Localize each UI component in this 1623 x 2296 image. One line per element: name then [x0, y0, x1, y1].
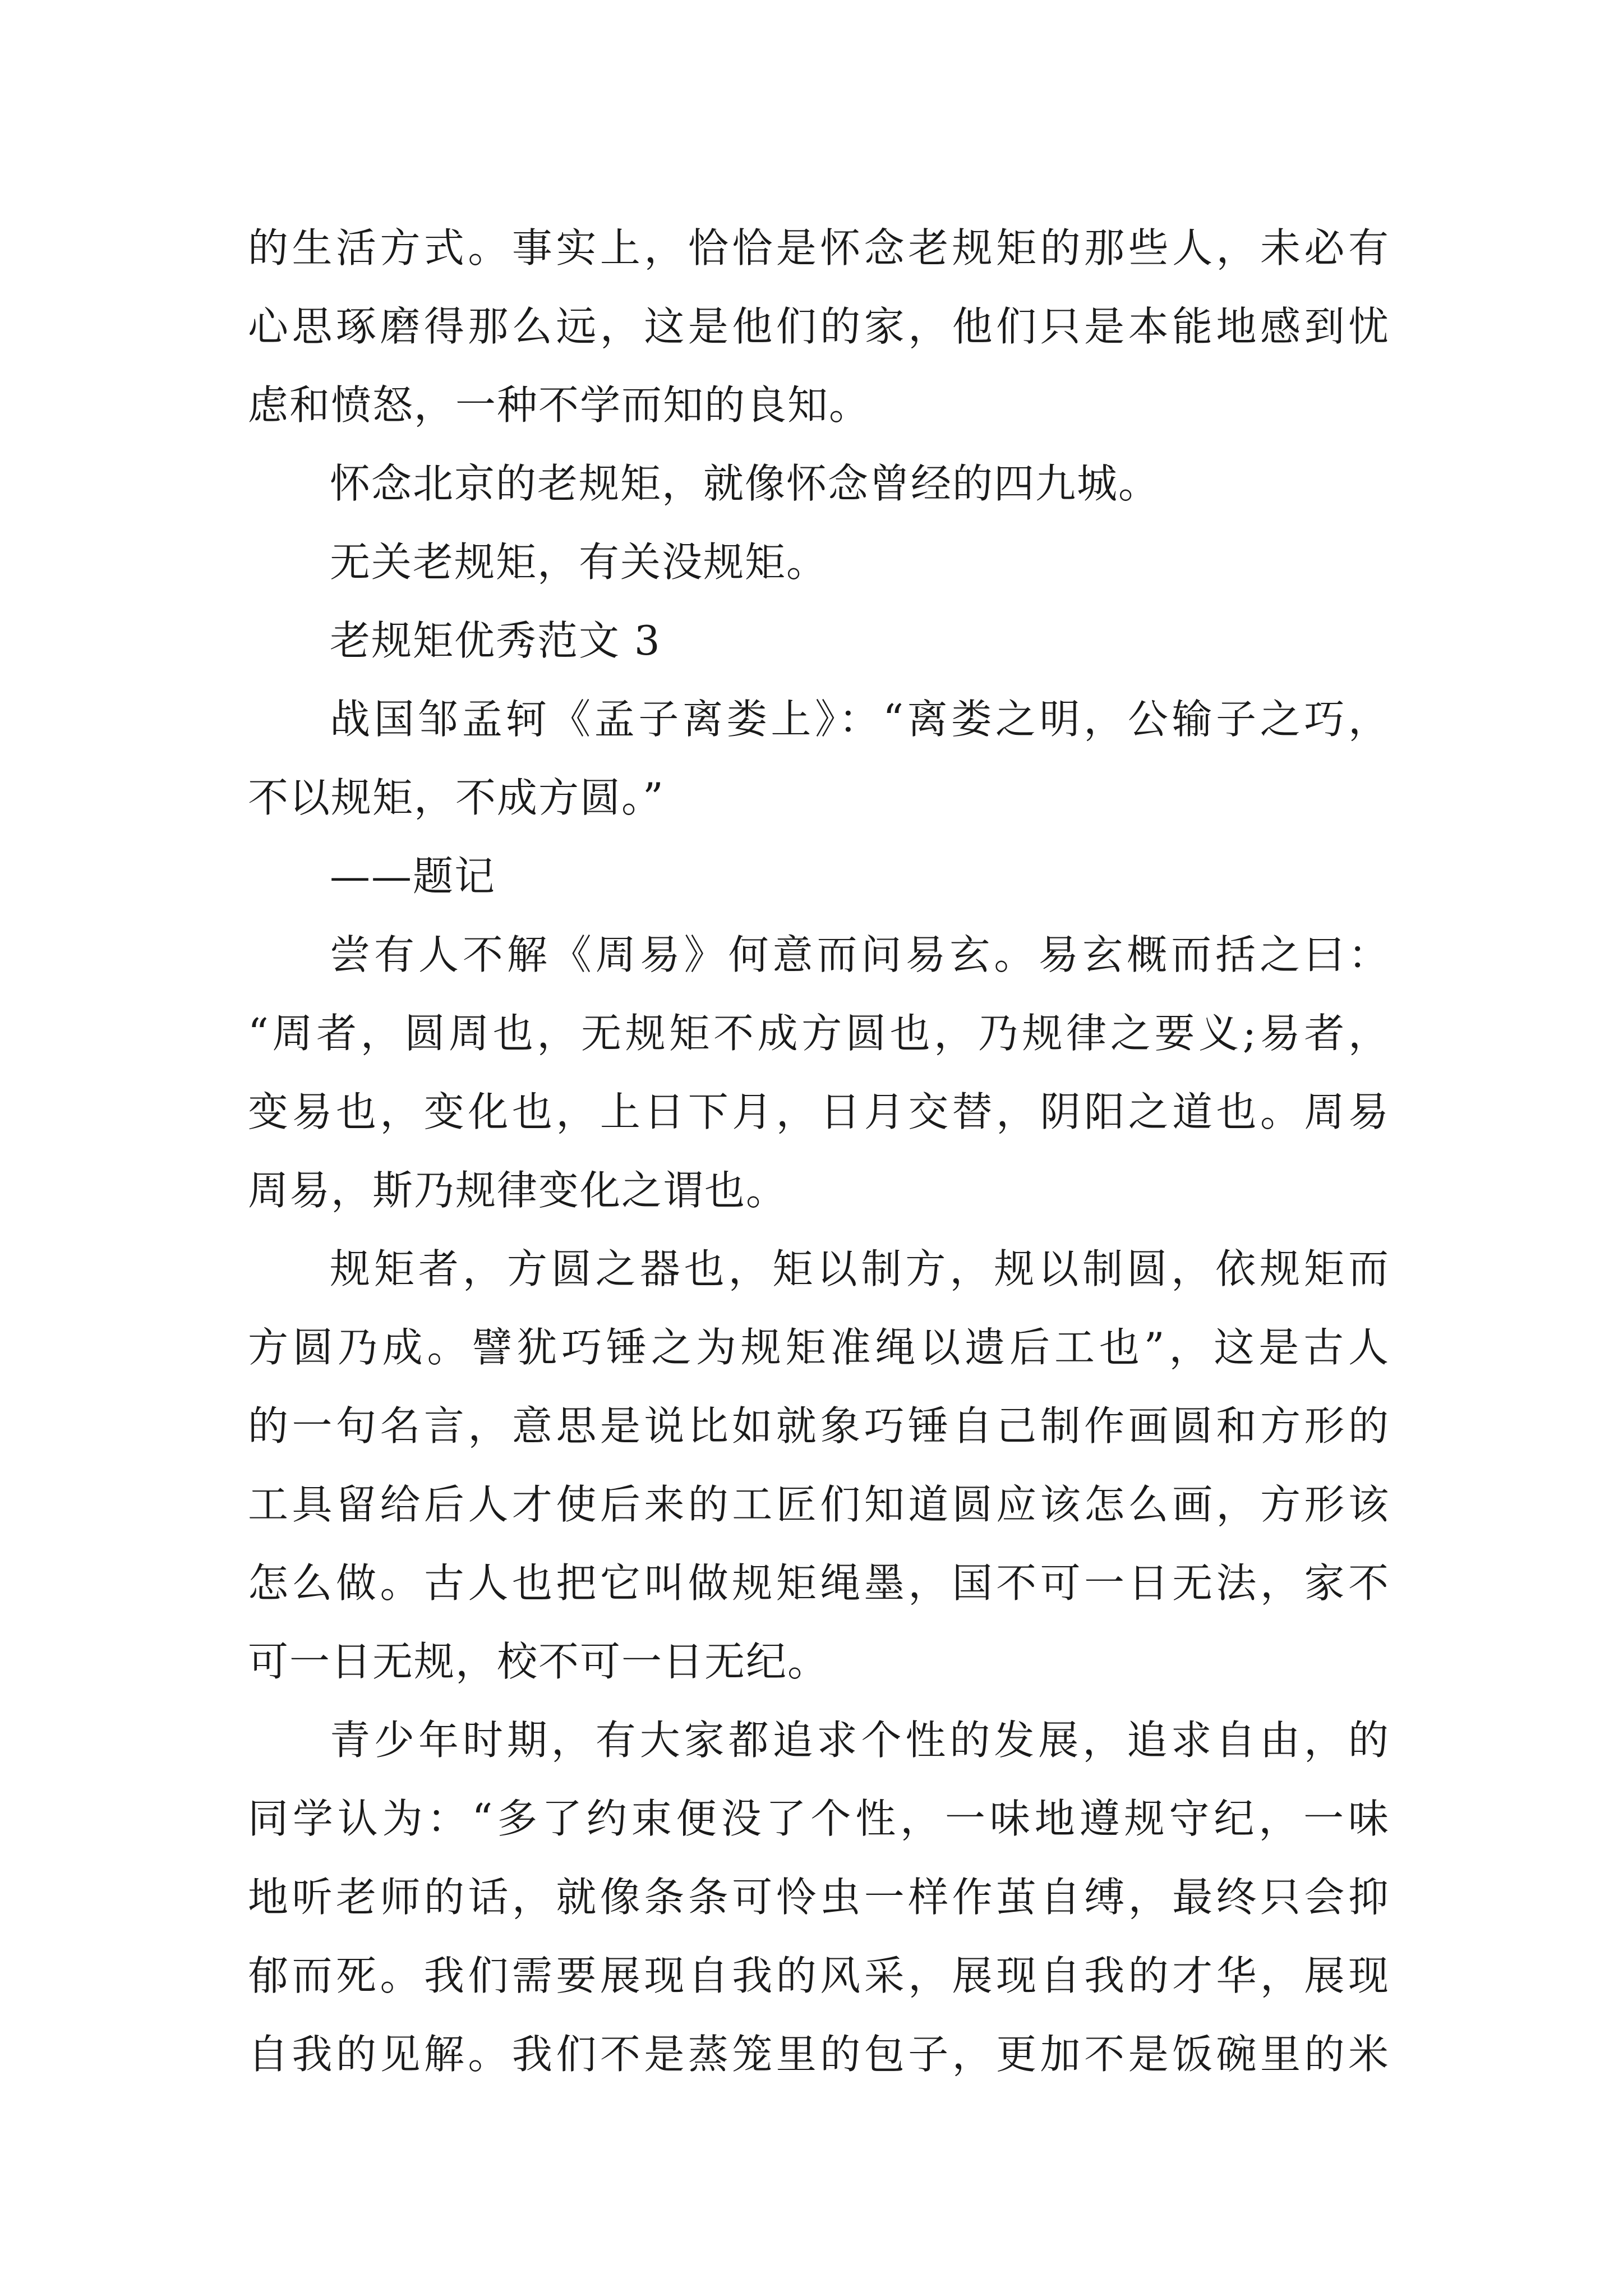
- text-line: 虑和愤怒，一种不学而知的良知。: [248, 381, 871, 429]
- text-line: 规矩者，方圆之器也，矩以制方，规以制圆，依规矩而: [330, 1245, 1390, 1292]
- text-line: 尝有人不解《周易》何意而问易玄。易玄概而括之曰：: [330, 931, 1390, 978]
- text-line: 同学认为：“多了约束便没了个性，一味地遵规守纪，一味: [248, 1795, 1390, 1842]
- section-heading: 老规矩优秀范文 3: [330, 617, 661, 664]
- text-line: 无关老规矩，有关没规矩。: [330, 539, 828, 586]
- epigraph-attribution: ——题记: [330, 853, 496, 900]
- text-line: 郁而死。我们需要展现自我的风采，展现自我的才华，展现: [248, 1952, 1390, 1999]
- text-line: 的生活方式。事实上，恰恰是怀念老规矩的那些人，未必有: [248, 224, 1390, 272]
- text-line: 方圆乃成。譬犹巧锤之为规矩准绳以遗后工也”，这是古人: [248, 1324, 1390, 1371]
- text-line: 怀念北京的老规矩，就像怀念曾经的四九城。: [330, 460, 1160, 507]
- text-line: 不以规矩，不成方圆。”: [248, 774, 665, 821]
- text-line: 变易也，变化也，上日下月，日月交替，阴阳之道也。周易: [248, 1088, 1390, 1135]
- text-line: 战国邹孟轲《孟子离娄上》：“离娄之明，公输子之巧，: [330, 696, 1390, 743]
- text-line: 地听老师的话，就像条条可怜虫一样作茧自缚，最终只会抑: [248, 1874, 1390, 1921]
- text-line: 工具留给后人才使后来的工匠们知道圆应该怎么画，方形该: [248, 1481, 1390, 1528]
- text-line: 青少年时期，有大家都追求个性的发展，追求自由，的: [330, 1717, 1390, 1764]
- text-line: 心思琢磨得那么远，这是他们的家，他们只是本能地感到忧: [248, 303, 1390, 350]
- text-line: 周易，斯乃规律变化之谓也。: [248, 1167, 788, 1214]
- text-line: 可一日无规，校不可一日无纪。: [248, 1638, 829, 1685]
- text-line: 的一句名言，意思是说比如就象巧锤自己制作画圆和方形的: [248, 1402, 1390, 1450]
- text-line: 自我的见解。我们不是蒸笼里的包子，更加不是饭碗里的米: [248, 2031, 1390, 2078]
- text-line: “周者，圆周也，无规矩不成方圆也，乃规律之要义;易者，: [248, 1010, 1390, 1057]
- text-line: 怎么做。古人也把它叫做规矩绳墨，国不可一日无法，家不: [248, 1559, 1390, 1607]
- document-body: [248, 209, 1390, 2093]
